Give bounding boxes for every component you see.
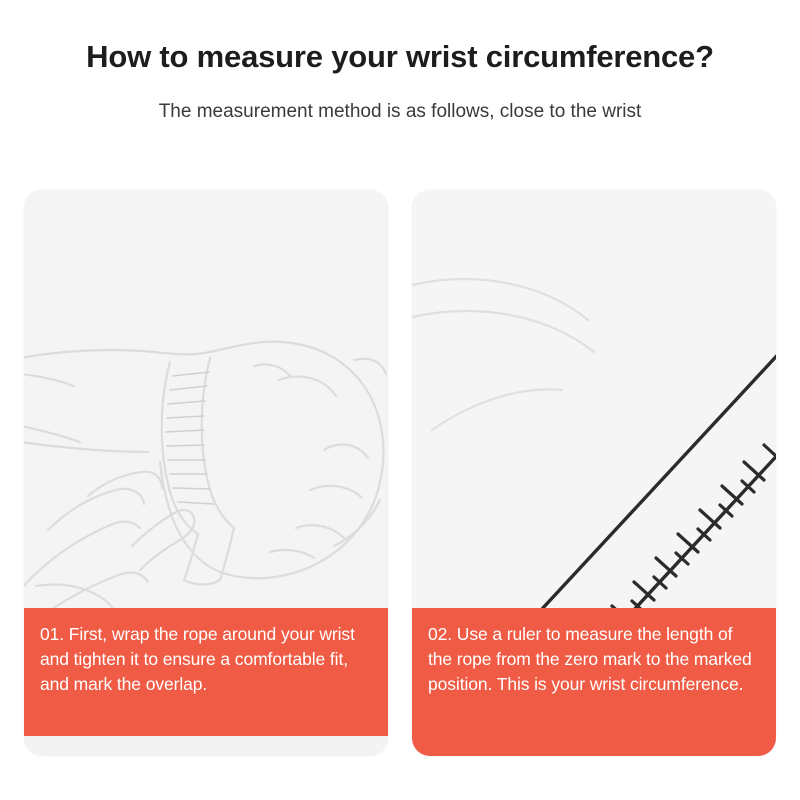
steps-container: [24, 190, 776, 756]
ruler-measuring-rope-illustration: [412, 190, 776, 608]
page-subtitle: The measurement method is as follows, close to the wrist: [158, 101, 642, 122]
step-caption-2: 02. Use a ruler to measure the length of the rope from the zero mark to the marked position. This is your wrist circumference.: [412, 608, 776, 756]
page-title: How to measure your wrist circumference?: [86, 39, 714, 74]
step-card-2: [412, 190, 776, 756]
step-card-1: [24, 190, 388, 756]
hand-wrapping-tape-around-wrist-illustration: [24, 190, 388, 608]
step-caption-1: 01. First, wrap the rope around your wrist and tighten it to ensure a comfortable fit, and mark the overlap.: [24, 608, 388, 736]
